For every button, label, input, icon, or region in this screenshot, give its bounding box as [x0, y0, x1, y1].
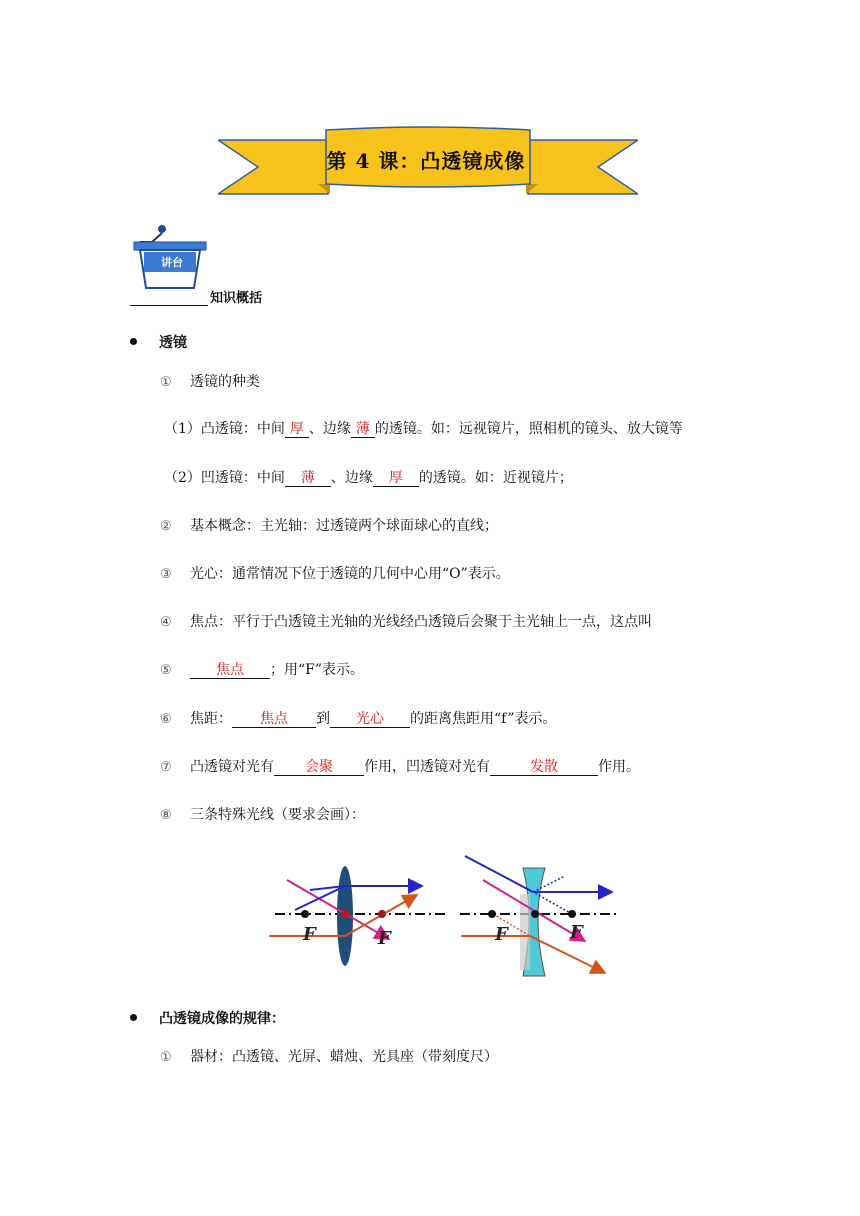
answer-blank: 会聚	[274, 759, 364, 776]
answer-blank: 焦点	[232, 711, 316, 728]
item-concave: （2）凹透镜：中间 薄 、边缘 厚 的透镜。如：近视镜片；	[164, 470, 573, 486]
answer-blank: 厚	[373, 470, 419, 487]
item-7: ⑦ 凸透镜对光有 会聚 作用，凹透镜对光有 发散 作用。	[160, 759, 640, 775]
focus-label: F	[378, 928, 391, 949]
answer-blank: 薄	[351, 421, 375, 438]
item-5: ⑤ 焦点 ；用“F”表示。	[160, 662, 365, 678]
item-1: ① 透镜的种类	[160, 374, 260, 390]
section-heading: 知识概括	[130, 287, 262, 306]
answer-blank: 发散	[490, 759, 598, 776]
bullet-imaging-rules: 凸透镜成像的规律：	[130, 1008, 285, 1028]
answer-blank: 光心	[330, 711, 410, 728]
item-4: ④ 焦点：平行于凸透镜主光轴的光线经凸透镜后会聚于主光轴上一点，这点叫	[160, 614, 652, 630]
item-equipment: ① 器材：凸透镜、光屏、蜡烛、光具座（带刻度尺）	[160, 1049, 498, 1065]
focus-label: F	[495, 924, 508, 945]
answer-blank: 焦点	[190, 662, 270, 679]
item-6: ⑥ 焦距： 焦点 到 光心 的距离焦距用“f”表示。	[160, 711, 557, 727]
bullet-lens: 透镜	[130, 332, 187, 352]
item-convex: （1）凸透镜：中间 厚 、边缘 薄 的透镜。如：远视镜片，照相机的镜头、放大镜等	[164, 421, 683, 437]
item-2: ② 基本概念：主光轴：过透镜两个球面球心的直线；	[160, 518, 498, 534]
podium-label: 讲台	[161, 256, 183, 269]
lens-diagram	[265, 850, 625, 980]
answer-blank: 厚	[285, 421, 309, 438]
page-title: 第 4 课：凸透镜成像	[326, 148, 526, 173]
item-8: ⑧ 三条特殊光线（要求会画）：	[160, 807, 365, 823]
focus-label: F	[303, 924, 316, 945]
focus-label: F	[570, 922, 583, 943]
concave-lens-diagram	[460, 856, 620, 976]
item-3: ③ 光心：通常情况下位于透镜的几何中心用“O”表示。	[160, 566, 510, 582]
convex-lens-diagram	[269, 866, 445, 966]
answer-blank: 薄	[285, 470, 331, 487]
